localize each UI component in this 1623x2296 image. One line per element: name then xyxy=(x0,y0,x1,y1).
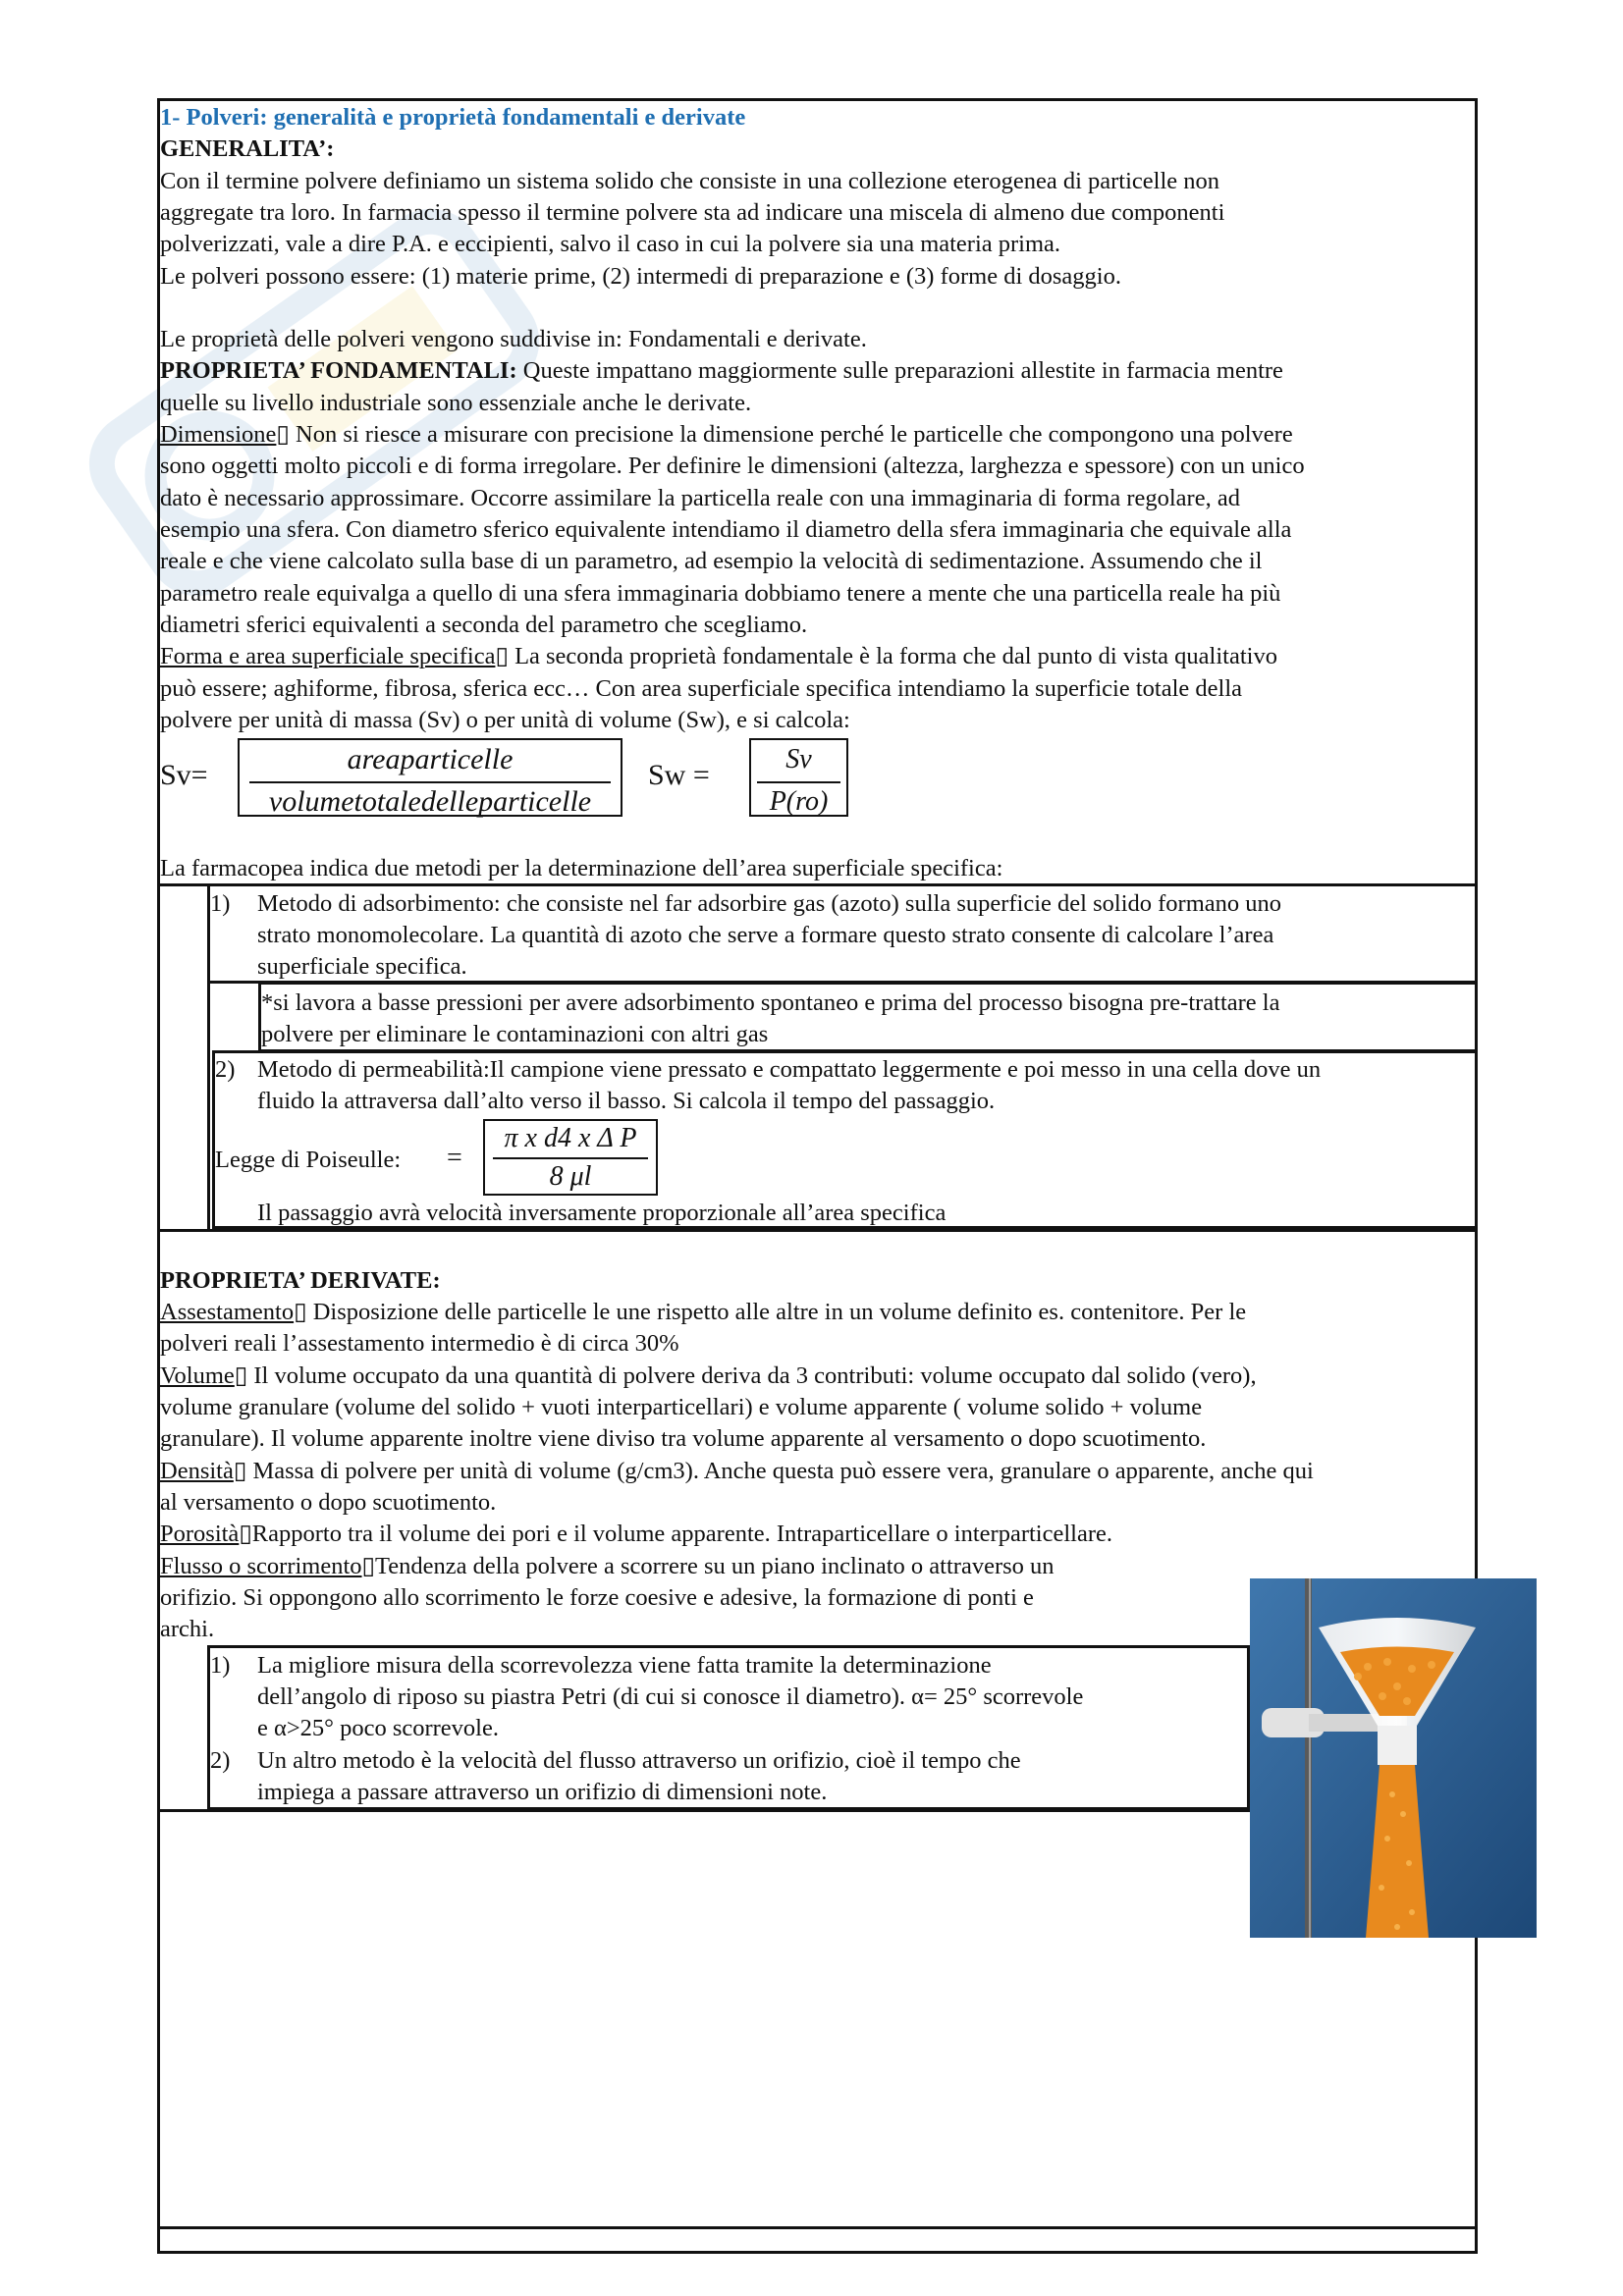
derivate-heading: PROPRIETA’ DERIVATE: xyxy=(160,1267,441,1294)
flow-item2-number: 2) xyxy=(210,1747,231,1774)
sv-formula xyxy=(238,738,622,817)
generalita-line: Le polveri possono essere: (1) materie prime, (2) intermedi di preparazione e (3) forme di dosaggio. xyxy=(160,263,1121,290)
sw-denominator: P(ro) xyxy=(769,786,829,817)
densita-line: al versamento o dopo scuotimento. xyxy=(160,1489,497,1516)
flusso-text: Tendenza della polvere a scorrere su un piano inclinato o attraverso un xyxy=(375,1553,1055,1579)
method2-line: fluido la attraversa dall’alto verso il basso. Si calcola il tempo del passaggio. xyxy=(257,1088,996,1114)
method1-number: 1) xyxy=(210,890,231,917)
forma-line xyxy=(160,641,1277,672)
flusso-line: orifizio. Si oppongono allo scorrimento le forze coesive e adesive, la formazione di ponti e xyxy=(160,1584,1034,1611)
sw-formula xyxy=(749,738,848,817)
arrow-icon: ▯ xyxy=(361,1553,376,1579)
densita-line xyxy=(160,1456,1314,1487)
sv-numerator: areaparticelle xyxy=(347,743,514,775)
arrow-icon: ▯ xyxy=(495,643,509,669)
fraction-bar xyxy=(757,781,840,783)
sw-label: Sw = xyxy=(648,759,710,791)
volume-line xyxy=(160,1361,1257,1392)
porosita-line xyxy=(160,1519,1112,1550)
generalita-heading: GENERALITA’: xyxy=(160,135,335,162)
funnel-illustration xyxy=(1250,1578,1537,1938)
funnel-photo xyxy=(1250,1578,1537,1938)
flusso-line xyxy=(160,1551,1055,1582)
flow-item1-line: dell’angolo di riposo su piastra Petri (di cui si conosce il diametro). α= 25° scorrevole xyxy=(257,1683,1084,1710)
assestamento-line xyxy=(160,1297,1246,1328)
dimensione-line xyxy=(160,419,1293,451)
sv-denominator: volumetotaledelleparticelle xyxy=(268,785,592,818)
dimensione-line: parametro reale equivalga a quello di una sfera immaginaria dobbiamo tenere a mente che una particella reale ha più xyxy=(160,580,1281,607)
dimensione-line: dato è necessario approssimare. Occorre assimilare la particella reale con una immaginaria di forma regolare, ad xyxy=(160,485,1240,511)
sv-label: Sv= xyxy=(160,759,208,791)
flow-item2-line: impiega a passare attraverso un orifizio di dimensioni note. xyxy=(257,1779,828,1805)
generalita-line: Con il termine polvere definiamo un sistema solido che consiste in una collezione eterogenea di particelle non xyxy=(160,168,1220,194)
flow-item2-line: Un altro metodo è la velocità del flusso attraverso un orifizio, cioè il tempo che xyxy=(257,1747,1021,1774)
flow-item1-number: 1) xyxy=(210,1652,231,1679)
volume-text: Il volume occupato da una quantità di polvere deriva da 3 contributi: volume occupato dal solido (vero), xyxy=(247,1362,1257,1389)
porosita-label: Porosità xyxy=(160,1521,240,1547)
method2-number: 2) xyxy=(215,1056,236,1083)
forma-label: Forma e area superficiale specifica xyxy=(160,643,496,669)
volume-label: Volume xyxy=(160,1362,235,1389)
assestamento-text: Disposizione delle particelle le une rispetto alle altre in un volume definito es. contenitore. Per le xyxy=(306,1299,1247,1325)
flusso-line: archi. xyxy=(160,1616,215,1642)
densita-label: Densità xyxy=(160,1458,234,1484)
arrow-icon: ▯ xyxy=(294,1299,307,1325)
dimensione-label: Dimensione xyxy=(160,421,277,448)
poiseuille-equals: = xyxy=(447,1143,462,1173)
forma-line: può essere; aghiforme, fibrosa, sferica ecc… Con area superficiale specifica intendiamo la superficie totale della xyxy=(160,675,1242,702)
assestamento-label: Assestamento xyxy=(160,1299,295,1325)
arrow-icon: ▯ xyxy=(239,1521,252,1547)
flow-item1-line: La migliore misura della scorrevolezza viene fatta tramite la determinazione xyxy=(257,1652,992,1679)
poiseuille-denominator: 8 μl xyxy=(549,1161,592,1192)
poiseuille-numerator: π x d4 x Δ P xyxy=(504,1123,637,1153)
dimensione-text: Non si riesce a misurare con precisione la dimensione perché le particelle che compongono una polvere xyxy=(289,421,1293,448)
arrow-icon: ▯ xyxy=(234,1362,248,1389)
page-title: 1- Polveri: generalità e proprietà fondamentali e derivate xyxy=(160,104,746,131)
method2-line: Metodo di permeabilità:Il campione viene pressato e compattato leggermente e poi messo in una cella dove un xyxy=(257,1056,1322,1083)
flow-item1-line: e α>25° poco scorrevole. xyxy=(257,1715,499,1741)
sw-numerator: Sv xyxy=(785,744,812,774)
dimensione-line: reale e che viene calcolato sulla base di un parametro, ad esempio la velocità di sedimentazione. Assumendo che il xyxy=(160,548,1263,574)
porosita-text: Rapporto tra il volume dei pori e il volume apparente. Intraparticellare o interparticellare. xyxy=(251,1521,1112,1547)
flow-left-rule xyxy=(157,1645,160,1810)
suddivise-text: Le proprietà delle polveri vengono suddivise in: Fondamentali e derivate. xyxy=(160,326,867,352)
fraction-bar xyxy=(249,781,611,783)
fondamentali-heading: PROPRIETA’ FONDAMENTALI: xyxy=(160,357,517,384)
volume-line: granulare). Il volume apparente inoltre viene diviso tra volume apparente al versamento o dopo scuotimento. xyxy=(160,1425,1207,1452)
forma-text: La seconda proprietà fondamentale è la forma che dal punto di vista qualitativo xyxy=(508,643,1277,669)
method1-line: strato monomolecolare. La quantità di azoto che serve a formare questo strato consente di calcolare l’area xyxy=(257,922,1274,948)
fondamentali-intro-line2: quelle su livello industriale sono essenziale anche le derivate. xyxy=(160,390,752,416)
passaggio-text: Il passaggio avrà velocità inversamente proporzionale all’area specifica xyxy=(257,1200,947,1226)
dimensione-line: esempio una sfera. Con diametro sferico equivalente intendiamo il diametro della sfera immaginaria che equivale alla xyxy=(160,516,1292,543)
dimensione-line: sono oggetti molto piccoli e di forma irregolare. Per definire le dimensioni (altezza, larghezza e spessore) con un unico xyxy=(160,453,1305,479)
poiseuille-formula xyxy=(483,1119,658,1196)
arrow-icon: ▯ xyxy=(233,1458,247,1484)
divider-derivate xyxy=(157,1229,1478,1232)
dimensione-line: diametri sferici equivalenti a seconda del parametro che scegliamo. xyxy=(160,612,808,638)
note-line: polvere per eliminare le contaminazioni con altri gas xyxy=(261,1021,769,1047)
note-line: *si lavora a basse pressioni per avere adsorbimento spontaneo e prima del processo bisogna pre-trattare la xyxy=(261,989,1280,1016)
flow-bottom-rule xyxy=(157,1809,1250,1812)
farmacopea-text: La farmacopea indica due metodi per la determinazione dell’area superficiale specifica: xyxy=(160,855,1003,881)
fondamentali-intro-text: Queste impattano maggiormente sulle preparazioni allestite in farmacia mentre xyxy=(516,357,1283,384)
fraction-bar xyxy=(493,1157,648,1159)
volume-line: volume granulare (volume del solido + vuoti interparticellari) e volume apparente ( volume solido + volume xyxy=(160,1394,1203,1420)
densita-text: Massa di polvere per unità di volume (g/cm3). Anche questa può essere vera, granulare o apparente, anche qui xyxy=(246,1458,1314,1484)
flusso-label: Flusso o scorrimento xyxy=(160,1553,362,1579)
assestamento-line: polveri reali l’assestamento intermedio è di circa 30% xyxy=(160,1330,679,1357)
arrow-icon: ▯ xyxy=(276,421,290,448)
method1-line: Metodo di adsorbimento: che consiste nel far adsorbire gas (azoto) sulla superficie del solido formano uno xyxy=(257,890,1281,917)
divider-bottom xyxy=(157,2226,1478,2229)
method1-line: superficiale specifica. xyxy=(257,953,467,980)
fondamentali-intro xyxy=(160,355,1283,387)
generalita-line: aggregate tra loro. In farmacia spesso il termine polvere sta ad indicare una miscela di almeno due componenti xyxy=(160,199,1225,226)
forma-line: polvere per unità di massa (Sv) o per unità di volume (Sw), e si calcola: xyxy=(160,707,850,733)
poiseuille-label: Legge di Poiseulle: xyxy=(215,1147,402,1173)
generalita-line: polverizzati, vale a dire P.A. e eccipienti, salvo il caso in cui la polvere sia una materia prima. xyxy=(160,231,1061,257)
